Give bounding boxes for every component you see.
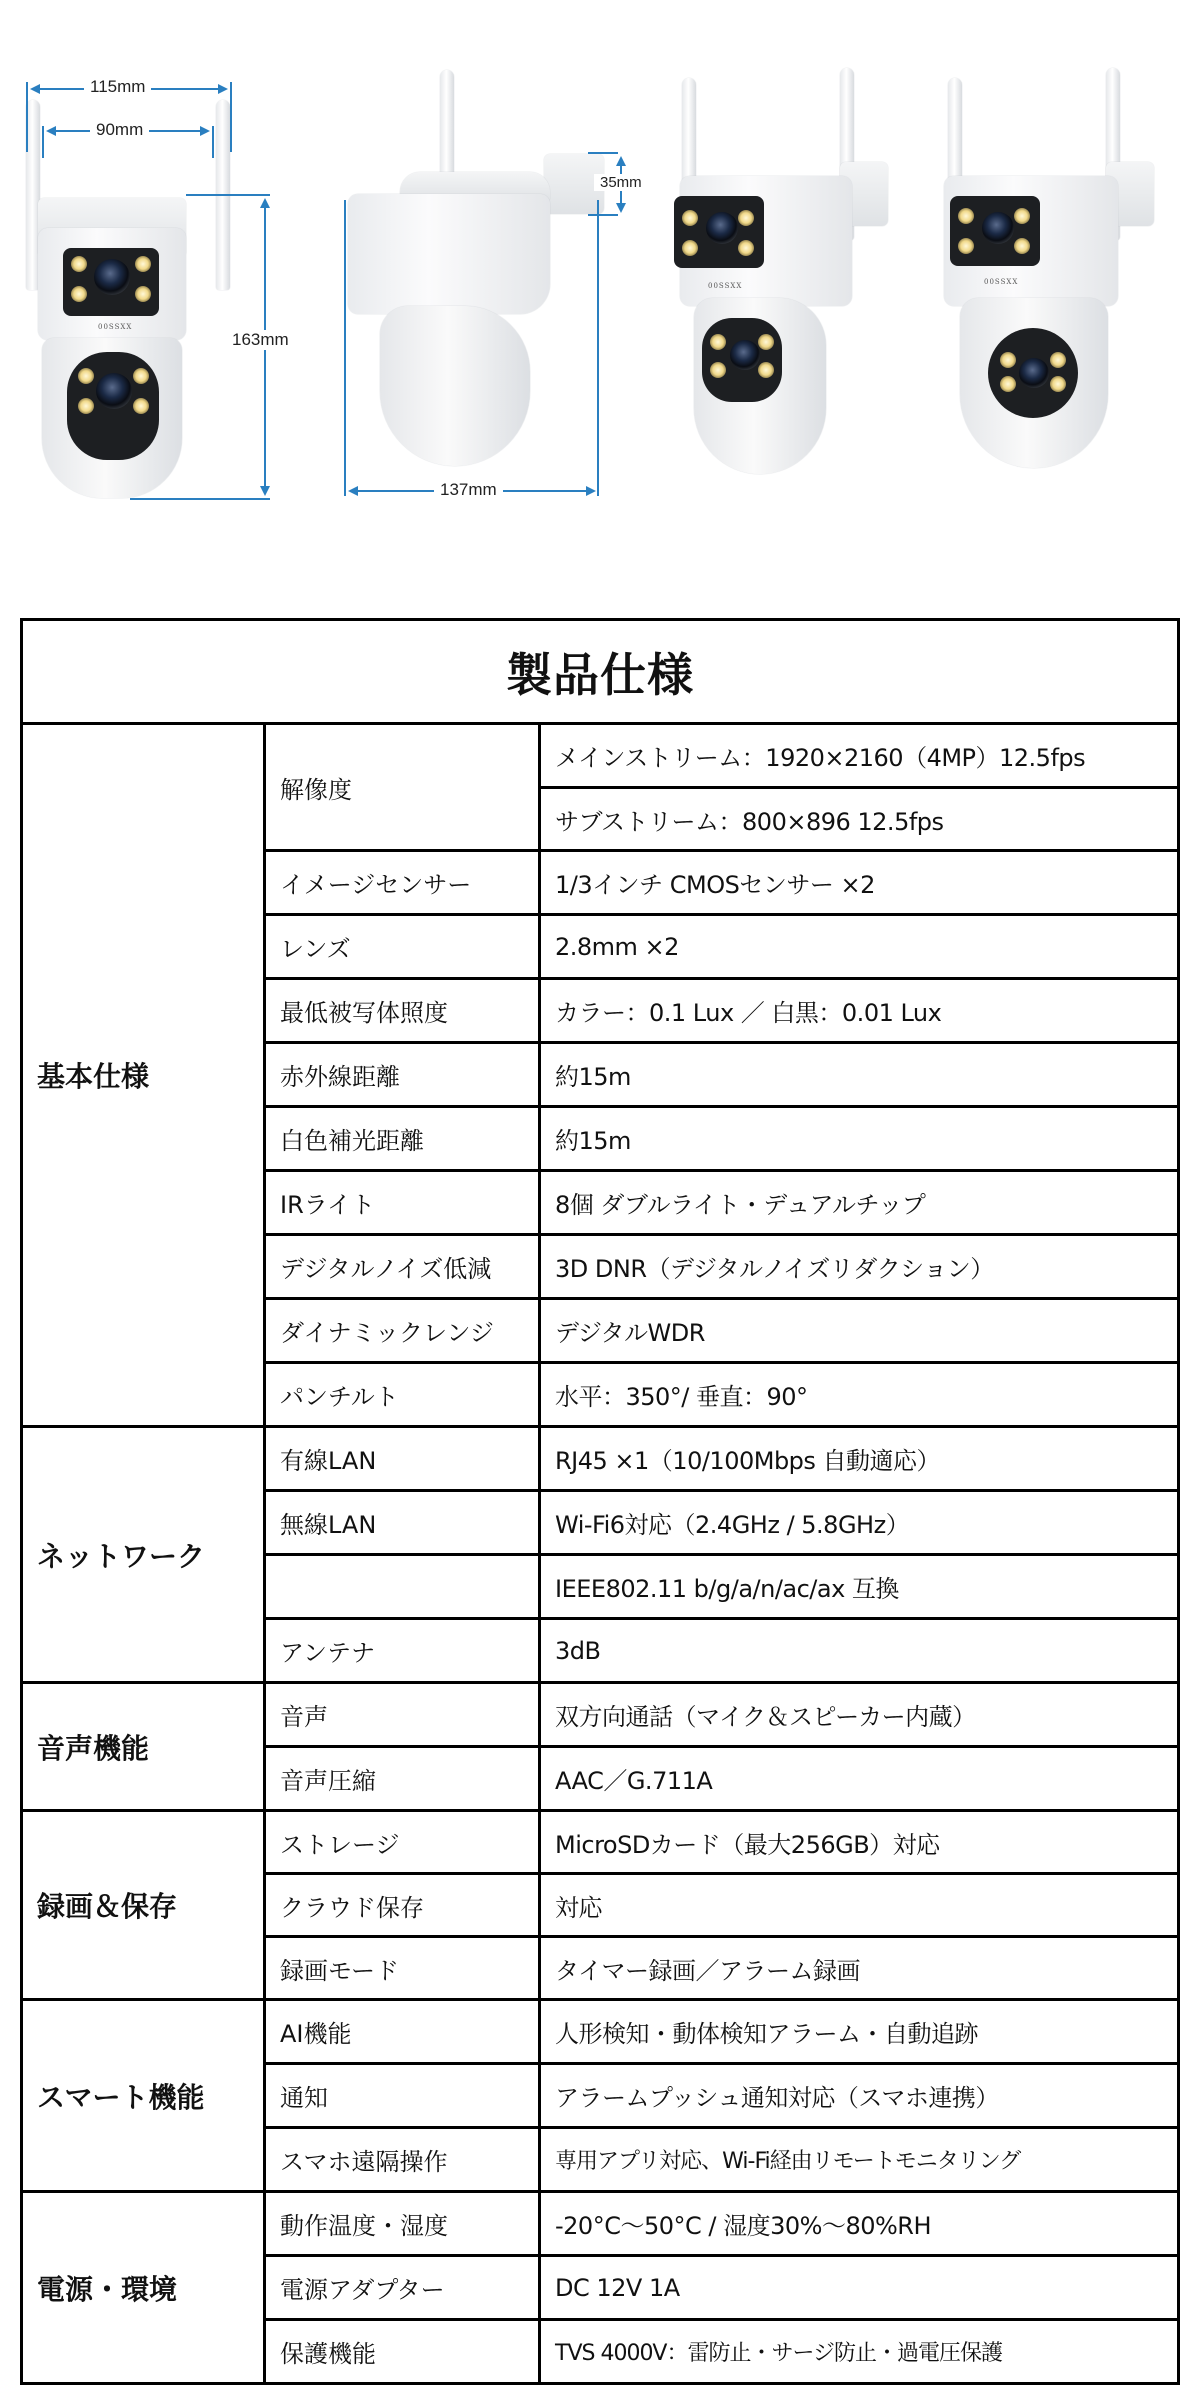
- dimension-line: [597, 200, 599, 496]
- led-icon: [1000, 376, 1016, 392]
- spec-key: IRライト: [265, 1171, 540, 1235]
- spec-value: カラー：0.1 Lux ／ 白黒：0.01 Lux: [540, 979, 1179, 1043]
- led-icon: [958, 208, 974, 224]
- spec-value: IEEE802.11 b/g/a/n/ac/ax 互換: [540, 1555, 1179, 1619]
- spec-key: 解像度: [265, 724, 540, 851]
- dimension-line: [588, 152, 618, 154]
- spec-value: 2.8mm ×2: [540, 915, 1179, 979]
- spec-key: 通知: [265, 2064, 540, 2128]
- spec-value: 水平：350°/ 垂直：90°: [540, 1363, 1179, 1427]
- spec-key: アンテナ: [265, 1619, 540, 1683]
- spec-key: 音声圧縮: [265, 1747, 540, 1811]
- product-images: [0, 0, 1200, 580]
- spec-key: 白色補光距離: [265, 1107, 540, 1171]
- category-audio: 音声機能: [22, 1683, 265, 1811]
- spec-key: ダイナミックレンジ: [265, 1299, 540, 1363]
- spec-value: サブストリーム：800×896 12.5fps: [540, 788, 1179, 851]
- spec-value: 3D DNR（デジタルノイズリダクション）: [540, 1235, 1179, 1299]
- arrow-up-icon: [616, 156, 626, 166]
- led-icon: [1014, 238, 1030, 254]
- dimension-line: [212, 126, 214, 158]
- arrow-left-icon: [348, 486, 358, 496]
- spec-key: AI機能: [265, 2000, 540, 2064]
- spec-value: MicroSDカード（最大256GB）対応: [540, 1811, 1179, 1874]
- brand-mark: 00SSXX: [984, 278, 1019, 286]
- dimension-line: [230, 82, 232, 152]
- led-icon: [682, 240, 698, 256]
- spec-key: レンズ: [265, 915, 540, 979]
- upper-lens: [706, 212, 738, 244]
- dimension-line: [130, 498, 270, 500]
- led-icon: [71, 286, 87, 302]
- led-icon: [133, 398, 149, 414]
- spec-key: 赤外線距離: [265, 1043, 540, 1107]
- category-basic: 基本仕様: [22, 724, 265, 1427]
- arrow-right-icon: [586, 486, 596, 496]
- spec-value: タイマー録画／アラーム録画: [540, 1937, 1179, 2000]
- spec-value: 3dB: [540, 1619, 1179, 1683]
- led-icon: [758, 362, 774, 378]
- height-label: 163mm: [226, 330, 295, 350]
- spec-key: 無線LAN: [265, 1491, 540, 1555]
- camera-front-view: [0, 0, 300, 520]
- led-icon: [738, 210, 754, 226]
- led-icon: [1014, 208, 1030, 224]
- upper-lens: [94, 259, 130, 295]
- spec-value: 人形検知・動体検知アラーム・自動追跡: [540, 2000, 1179, 2064]
- spec-key: [265, 1555, 540, 1619]
- led-icon: [710, 362, 726, 378]
- spec-value: 専用アプリ対応、Wi-Fi経由リモートモニタリング: [540, 2128, 1179, 2192]
- spec-key: パンチルト: [265, 1363, 540, 1427]
- upper-housing-side: [348, 194, 550, 314]
- led-icon: [135, 256, 151, 272]
- spec-key: デジタルノイズ低減: [265, 1235, 540, 1299]
- lower-lens: [96, 373, 132, 409]
- led-icon: [1050, 352, 1066, 368]
- brand-mark: 00SSXX: [708, 282, 743, 290]
- spec-value: TVS 4000V：雷防止・サージ防止・過電圧保護: [540, 2320, 1179, 2384]
- spec-value: 8個 ダブルライト・デュアルチップ: [540, 1171, 1179, 1235]
- lower-dome-side: [380, 306, 530, 466]
- arrow-up-icon: [260, 198, 270, 208]
- led-icon: [738, 240, 754, 256]
- led-icon: [135, 286, 151, 302]
- arrow-down-icon: [616, 203, 626, 213]
- category-network: ネットワーク: [22, 1427, 265, 1683]
- led-icon: [133, 368, 149, 384]
- upper-lens: [982, 212, 1014, 244]
- category-power: 電源・環境: [22, 2192, 265, 2384]
- led-icon: [78, 398, 94, 414]
- dimension-line: [186, 194, 270, 196]
- dimension-line: [344, 200, 346, 496]
- led-icon: [1050, 376, 1066, 392]
- spec-value: DC 12V 1A: [540, 2256, 1179, 2320]
- spec-key: 録画モード: [265, 1937, 540, 2000]
- led-icon: [78, 368, 94, 384]
- camera-angle-view-2: [920, 0, 1180, 520]
- spec-key: 保護機能: [265, 2320, 540, 2384]
- spec-value: 約15m: [540, 1107, 1179, 1171]
- dimension-line: [26, 82, 28, 152]
- arrow-left-icon: [30, 84, 40, 94]
- spec-key: ストレージ: [265, 1811, 540, 1874]
- spec-value: 対応: [540, 1874, 1179, 1937]
- spec-value: デジタルWDR: [540, 1299, 1179, 1363]
- arrow-right-icon: [200, 126, 210, 136]
- lower-lens: [730, 340, 760, 370]
- spec-key: イメージセンサー: [265, 851, 540, 915]
- led-icon: [1000, 352, 1016, 368]
- spec-value: メインストリーム：1920×2160（4MP）12.5fps: [540, 724, 1179, 788]
- spec-key: 動作温度・湿度: [265, 2192, 540, 2256]
- spec-value: 1/3インチ CMOSセンサー ×2: [540, 851, 1179, 915]
- category-smart: スマート機能: [22, 2000, 265, 2192]
- arrow-left-icon: [46, 126, 56, 136]
- width-outer-label: 115mm: [84, 77, 151, 97]
- spec-value: -20°C～50°C / 湿度30%～80%RH: [540, 2192, 1179, 2256]
- spec-key: クラウド保存: [265, 1874, 540, 1937]
- arrow-down-icon: [260, 486, 270, 496]
- led-icon: [958, 238, 974, 254]
- spec-value: Wi-Fi6対応（2.4GHz / 5.8GHz）: [540, 1491, 1179, 1555]
- spec-key: 最低被写体照度: [265, 979, 540, 1043]
- spec-value: AAC／G.711A: [540, 1747, 1179, 1811]
- spec-value: 約15m: [540, 1043, 1179, 1107]
- camera-angle-view-1: [660, 0, 920, 520]
- spec-value: RJ45 ×1（10/100Mbps 自動適応）: [540, 1427, 1179, 1491]
- spec-value: 双方向通話（マイク＆スピーカー内蔵）: [540, 1683, 1179, 1747]
- led-icon: [758, 334, 774, 350]
- spec-key: 電源アダプター: [265, 2256, 540, 2320]
- led-icon: [710, 334, 726, 350]
- led-icon: [682, 210, 698, 226]
- spec-key: 音声: [265, 1683, 540, 1747]
- spec-key: スマホ遠隔操作: [265, 2128, 540, 2192]
- depth-label: 137mm: [434, 480, 503, 500]
- dimension-line: [42, 126, 44, 158]
- led-icon: [71, 256, 87, 272]
- spec-value: アラームプッシュ通知対応（スマホ連携）: [540, 2064, 1179, 2128]
- bracket-depth-label: 35mm: [594, 174, 648, 191]
- camera-side-view: [340, 0, 640, 520]
- brand-mark: 00SSXX: [98, 323, 133, 331]
- spec-key: 有線LAN: [265, 1427, 540, 1491]
- spec-table-title: 製品仕様: [22, 620, 1179, 724]
- dimension-line: [588, 214, 618, 216]
- spec-table: [20, 618, 1180, 2385]
- lower-lens: [1019, 358, 1049, 388]
- arrow-right-icon: [218, 84, 228, 94]
- category-recording: 録画＆保存: [22, 1811, 265, 2000]
- width-inner-label: 90mm: [90, 120, 149, 140]
